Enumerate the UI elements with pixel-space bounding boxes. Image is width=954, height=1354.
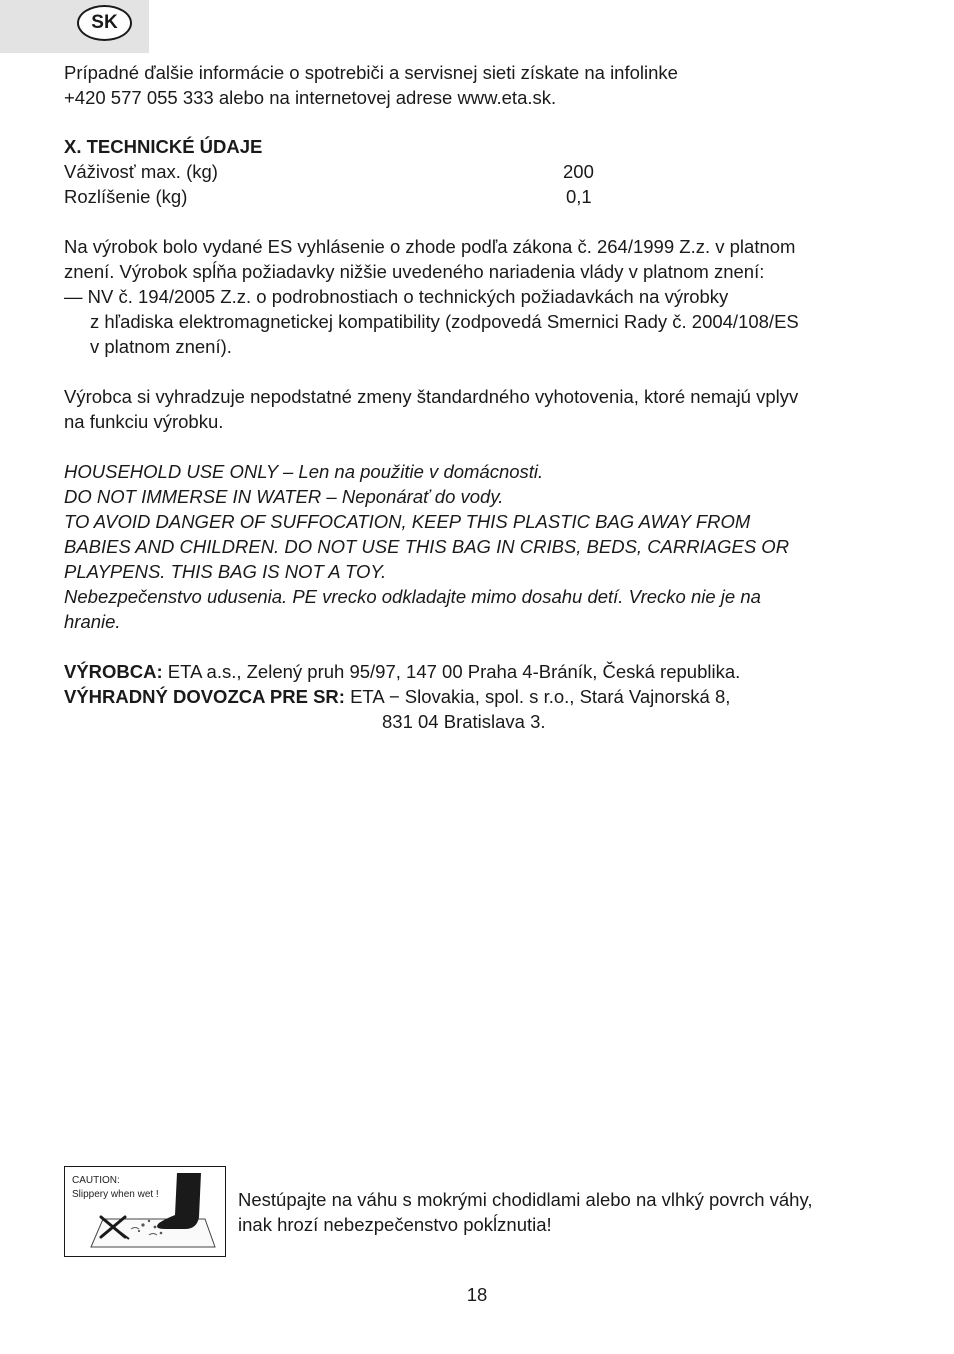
warning-line: hranie. — [64, 611, 121, 632]
declaration-line: znení. Výrobok spĺňa požiadavky nižšie uvedeného nariadenia vlády v platnom znení: — [64, 261, 765, 282]
tech-value-capacity: 200 — [563, 161, 594, 182]
caution-pictogram — [64, 1166, 226, 1257]
caution-message-line: inak hrozí nebezpečenstvo pokĺznutia! — [238, 1214, 552, 1235]
warning-line: DO NOT IMMERSE IN WATER – Neponárať do vody. — [64, 486, 504, 507]
language-badge: SK — [77, 5, 132, 41]
importer-label: VÝHRADNÝ DOVOZCA PRE SR: — [64, 686, 345, 707]
warning-line: BABIES AND CHILDREN. DO NOT USE THIS BAG IN CRIBS, BEDS, CARRIAGES OR — [64, 536, 790, 557]
manufacturer-label: VÝROBCA: — [64, 661, 163, 682]
warning-line: Nebezpečenstvo udusenia. PE vrecko odkladajte mimo dosahu detí. Vrecko nie je na — [64, 586, 761, 607]
manufacturer-text: ETA a.s., Zelený pruh 95/97, 147 00 Praha 4-Bráník, Česká republika. — [162, 661, 741, 682]
tech-title: X. TECHNICKÉ ÚDAJE — [64, 136, 263, 157]
tech-label-capacity: Váživosť max. (kg) — [64, 161, 218, 182]
tech-label-resolution: Rozlíšenie (kg) — [64, 186, 188, 207]
warning-line: TO AVOID DANGER OF SUFFOCATION, KEEP THIS PLASTIC BAG AWAY FROM — [64, 511, 751, 532]
page-number: 18 — [466, 1284, 488, 1305]
declaration-line: v platnom znení). — [90, 336, 232, 357]
caution-line2: Slippery when wet ! — [72, 1189, 159, 1200]
importer-line — [64, 684, 730, 709]
caution-label — [72, 1174, 159, 1202]
manufacturer-line — [64, 659, 740, 684]
changes-line: Výrobca si vyhradzuje nepodstatné zmeny štandardného vyhotovenia, ktoré nemajú vplyv — [64, 386, 799, 407]
intro-line: Prípadné ďalšie informácie o spotrebiči a servisnej sieti získate na infolinke — [64, 62, 678, 83]
caution-message-line: Nestúpajte na váhu s mokrými chodidlami alebo na vlhký povrch váhy, — [238, 1189, 813, 1210]
tech-value-resolution: 0,1 — [566, 186, 592, 207]
declaration-line: — NV č. 194/2005 Z.z. o podrobnostiach o technických požiadavkách na výrobky — [64, 286, 729, 307]
declaration-line: Na výrobok bolo vydané ES vyhlásenie o zhode podľa zákona č. 264/1999 Z.z. v platnom — [64, 236, 796, 257]
declaration-line: z hľadiska elektromagnetickej kompatibility (zodpovedá Smernici Rady č. 2004/108/ES — [90, 311, 799, 332]
importer-text: ETA − Slovakia, spol. s r.o., Stará Vajnorská 8, — [344, 686, 731, 707]
warning-line: HOUSEHOLD USE ONLY – Len na použitie v domácnosti. — [64, 461, 544, 482]
changes-line: na funkciu výrobku. — [64, 411, 224, 432]
intro-line: +420 577 055 333 alebo na internetovej adrese www.eta.sk. — [64, 87, 557, 108]
importer-address: 831 04 Bratislava 3. — [382, 711, 546, 732]
warning-line: PLAYPENS. THIS BAG IS NOT A TOY. — [64, 561, 387, 582]
caution-line1: CAUTION: — [72, 1175, 120, 1186]
